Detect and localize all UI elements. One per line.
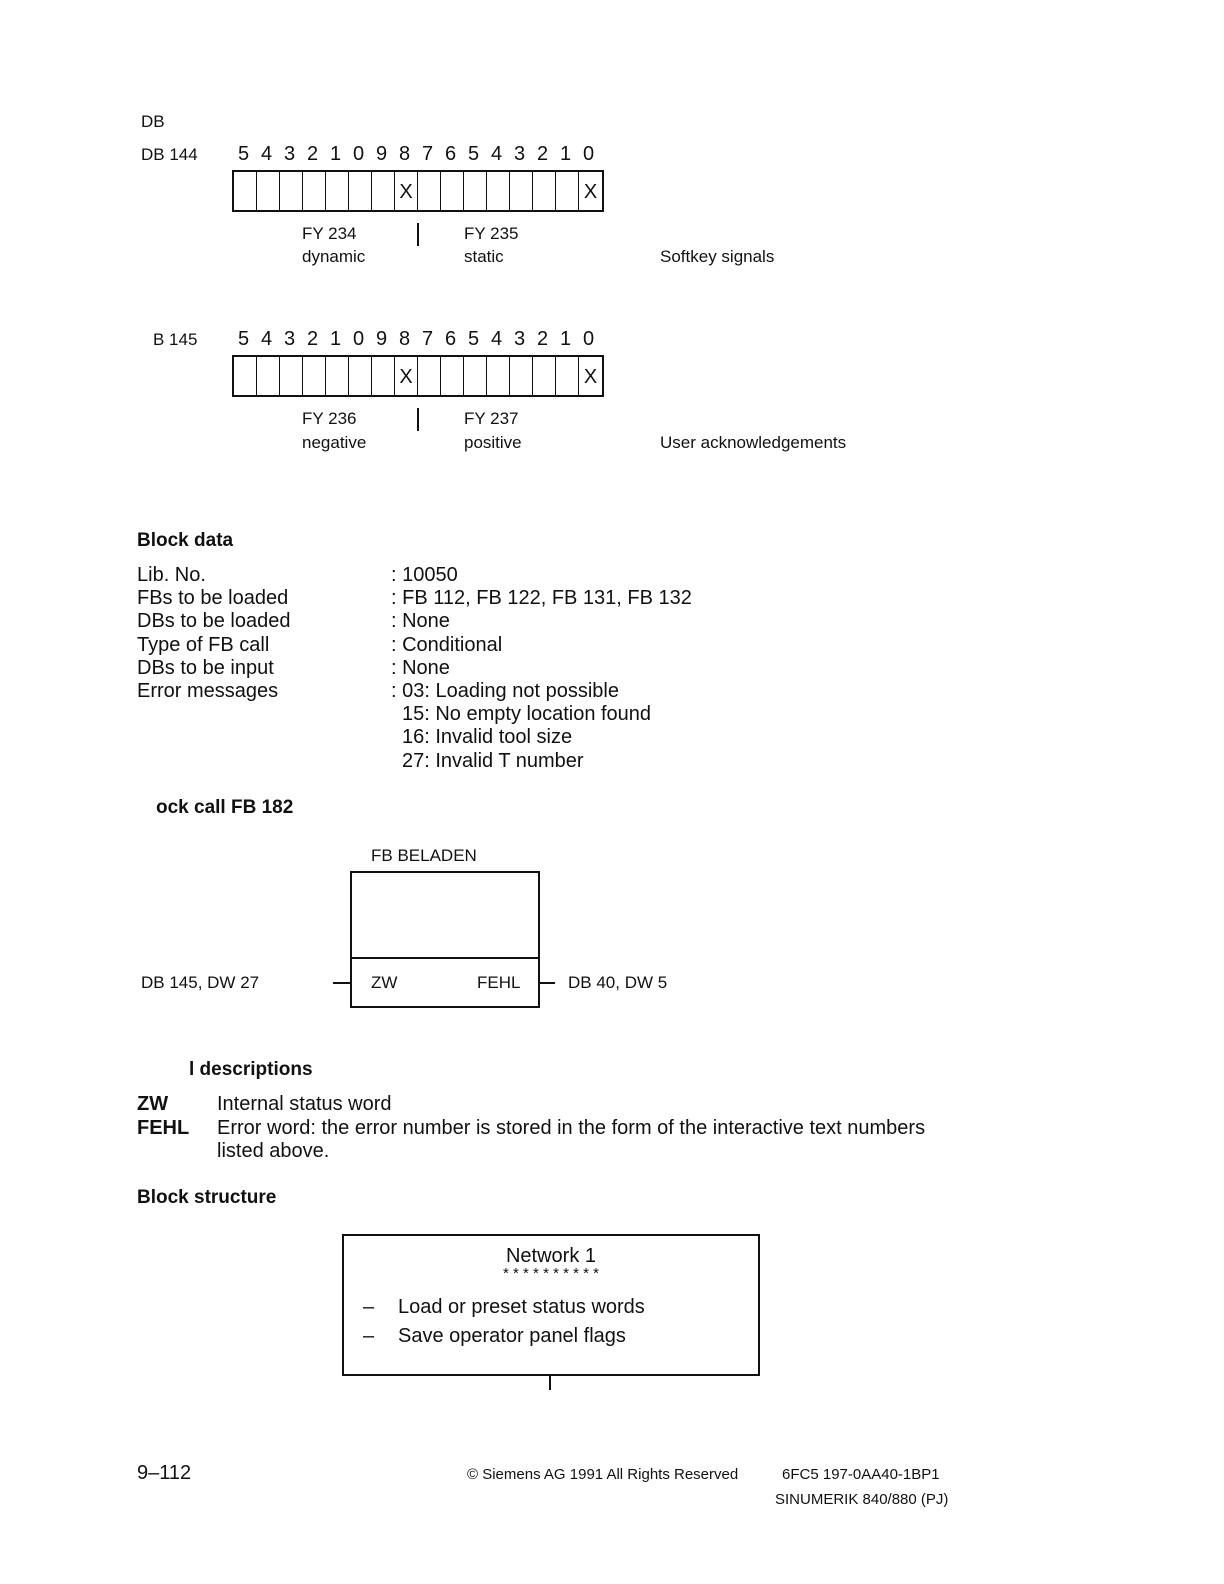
right-byte-desc: static xyxy=(464,247,504,266)
description-text: Error word: the error number is stored in the form of the interactive text numbers xyxy=(217,1117,926,1139)
block-data-heading: Block data xyxy=(137,530,234,551)
description-text-cont: listed above. xyxy=(217,1140,330,1162)
bullet-dash: – xyxy=(363,1296,375,1318)
bit-number: 8 xyxy=(398,328,411,350)
byte-divider xyxy=(417,408,419,431)
block-data-label: Error messages xyxy=(137,680,279,703)
bit-number: 5 xyxy=(467,328,480,350)
right-byte-label: FY 235 xyxy=(464,224,519,243)
bit-number: 6 xyxy=(444,143,457,165)
bit-number: 2 xyxy=(536,143,549,165)
error-message-item: 27: Invalid T number xyxy=(402,749,584,772)
network-item: Save operator panel flags xyxy=(398,1325,626,1347)
bullet-dash: – xyxy=(363,1325,375,1347)
byte-divider xyxy=(417,223,419,246)
page-number: 9–112 xyxy=(137,1462,192,1484)
register-cell xyxy=(326,172,349,210)
block-data-label: Lib. No. xyxy=(137,564,206,586)
bit-number: 1 xyxy=(329,143,342,165)
bit-number: 4 xyxy=(490,143,503,165)
register-cell xyxy=(349,172,372,210)
register-cell xyxy=(464,172,487,210)
bit-number: 1 xyxy=(559,328,572,350)
bit-number: 4 xyxy=(490,328,503,350)
register-cell xyxy=(326,357,349,395)
right-byte-desc: positive xyxy=(464,433,522,452)
bit-number: 6 xyxy=(444,328,457,350)
register-cell xyxy=(441,357,464,395)
register-cell xyxy=(464,357,487,395)
register-cell xyxy=(487,172,510,210)
bit-number: 3 xyxy=(513,143,526,165)
block-data-value: : 03: Loading not possible xyxy=(391,680,619,703)
register-cell xyxy=(533,172,556,210)
block-structure-heading: Block structure xyxy=(137,1187,277,1208)
bit-number: 0 xyxy=(352,143,365,165)
order-number: 6FC5 197-0AA40-1BP1 xyxy=(782,1466,940,1483)
register-cell xyxy=(441,172,464,210)
network-title: Network 1 xyxy=(505,1245,597,1267)
block-data-value: : None xyxy=(391,610,450,633)
error-message-item: 15: No empty location found xyxy=(402,703,652,726)
left-byte-label: FY 236 xyxy=(302,409,357,428)
register-cell xyxy=(487,357,510,395)
register-cell xyxy=(418,357,441,395)
bit-number-row xyxy=(232,143,600,166)
bit-number: 5 xyxy=(237,328,250,350)
fb-left-param: ZW xyxy=(371,973,398,992)
block-data-value: : 10050 xyxy=(391,564,458,586)
register-cell: X xyxy=(395,172,418,210)
block-data-value: : FB 112, FB 122, FB 131, FB 132 xyxy=(391,587,692,610)
block-call-heading: ock call FB 182 xyxy=(156,797,294,818)
bit-number: 3 xyxy=(283,143,296,165)
register-cells xyxy=(232,170,604,212)
bit-number: 8 xyxy=(398,143,411,165)
right-byte-label: FY 237 xyxy=(464,409,519,428)
register-cell xyxy=(510,172,533,210)
output-connector xyxy=(539,982,555,984)
register-cell: X xyxy=(395,357,418,395)
copyright: © Siemens AG 1991 All Rights Reserved xyxy=(467,1466,739,1483)
register-cell xyxy=(372,357,395,395)
descriptions-heading: l descriptions xyxy=(189,1059,313,1080)
block-data-label: DBs to be loaded xyxy=(137,610,291,633)
bit-number: 4 xyxy=(260,143,273,165)
register-cell xyxy=(234,357,257,395)
bit-number: 7 xyxy=(421,143,434,165)
fb-left-operand: DB 145, DW 27 xyxy=(141,973,260,992)
bit-number: 0 xyxy=(352,328,365,350)
register-cell: X xyxy=(583,181,598,203)
description-text: Internal status word xyxy=(217,1093,392,1115)
register-cell xyxy=(257,357,280,395)
fb-right-operand: DB 40, DW 5 xyxy=(568,973,668,992)
left-byte-desc: dynamic xyxy=(302,247,366,266)
register-cell xyxy=(349,357,372,395)
bit-number: 5 xyxy=(467,143,480,165)
diagram-caption: Softkey signals xyxy=(660,247,775,266)
description-term: FEHL xyxy=(137,1117,190,1139)
diagram-caption: User acknowledgements xyxy=(660,433,847,452)
register-cell xyxy=(303,357,326,395)
bit-number: 7 xyxy=(421,328,434,350)
bit-number: 9 xyxy=(375,328,388,350)
bit-number: 1 xyxy=(329,328,342,350)
bit-number: 0 xyxy=(582,328,595,350)
block-data-values xyxy=(391,564,692,773)
register-cells xyxy=(232,355,604,397)
bit-number: 4 xyxy=(260,328,273,350)
bit-number: 2 xyxy=(306,143,319,165)
block-data-label: Type of FB call xyxy=(137,633,270,656)
register-cell xyxy=(303,172,326,210)
left-byte-label: FY 234 xyxy=(302,224,357,243)
db-label: DB xyxy=(141,112,165,131)
register-cell xyxy=(418,172,441,210)
left-byte-desc: negative xyxy=(302,433,367,452)
network-connector xyxy=(549,1376,551,1390)
input-connector xyxy=(333,982,351,984)
network-item: Load or preset status words xyxy=(398,1296,645,1318)
register-cell xyxy=(280,172,303,210)
fb-box-divider xyxy=(351,957,539,959)
network-stars: * * * * * * * * * * xyxy=(503,1265,599,1282)
block-data-value: : None xyxy=(391,656,450,679)
register-cell xyxy=(280,357,303,395)
block-data-label: DBs to be input xyxy=(137,656,274,679)
fb-name: FB BELADEN xyxy=(371,846,477,865)
bit-number: 9 xyxy=(375,143,388,165)
register-cell xyxy=(372,172,395,210)
bit-number: 1 xyxy=(559,143,572,165)
error-message-item: 16: Invalid tool size xyxy=(402,726,573,749)
block-data-value: : Conditional xyxy=(391,633,503,656)
product-name: SINUMERIK 840/880 (PJ) xyxy=(775,1491,949,1508)
register-cell xyxy=(234,172,257,210)
bit-number: 3 xyxy=(283,328,296,350)
bit-number: 2 xyxy=(306,328,319,350)
register-cell xyxy=(510,357,533,395)
register-cell xyxy=(533,357,556,395)
description-term: ZW xyxy=(137,1093,169,1115)
register-row-label: DB 144 xyxy=(141,145,198,164)
register-cell xyxy=(257,172,280,210)
block-data-label: FBs to be loaded xyxy=(137,587,289,610)
bit-number: 2 xyxy=(536,328,549,350)
register-cell xyxy=(556,357,579,395)
bit-number: 3 xyxy=(513,328,526,350)
block-data-labels xyxy=(137,564,290,703)
register-cell xyxy=(556,172,579,210)
register-row-label: B 145 xyxy=(153,330,198,349)
bit-number: 5 xyxy=(237,143,250,165)
register-cell: X xyxy=(583,366,598,388)
bit-number-row xyxy=(232,328,600,351)
bit-number: 0 xyxy=(582,143,595,165)
fb-right-param: FEHL xyxy=(477,973,521,992)
